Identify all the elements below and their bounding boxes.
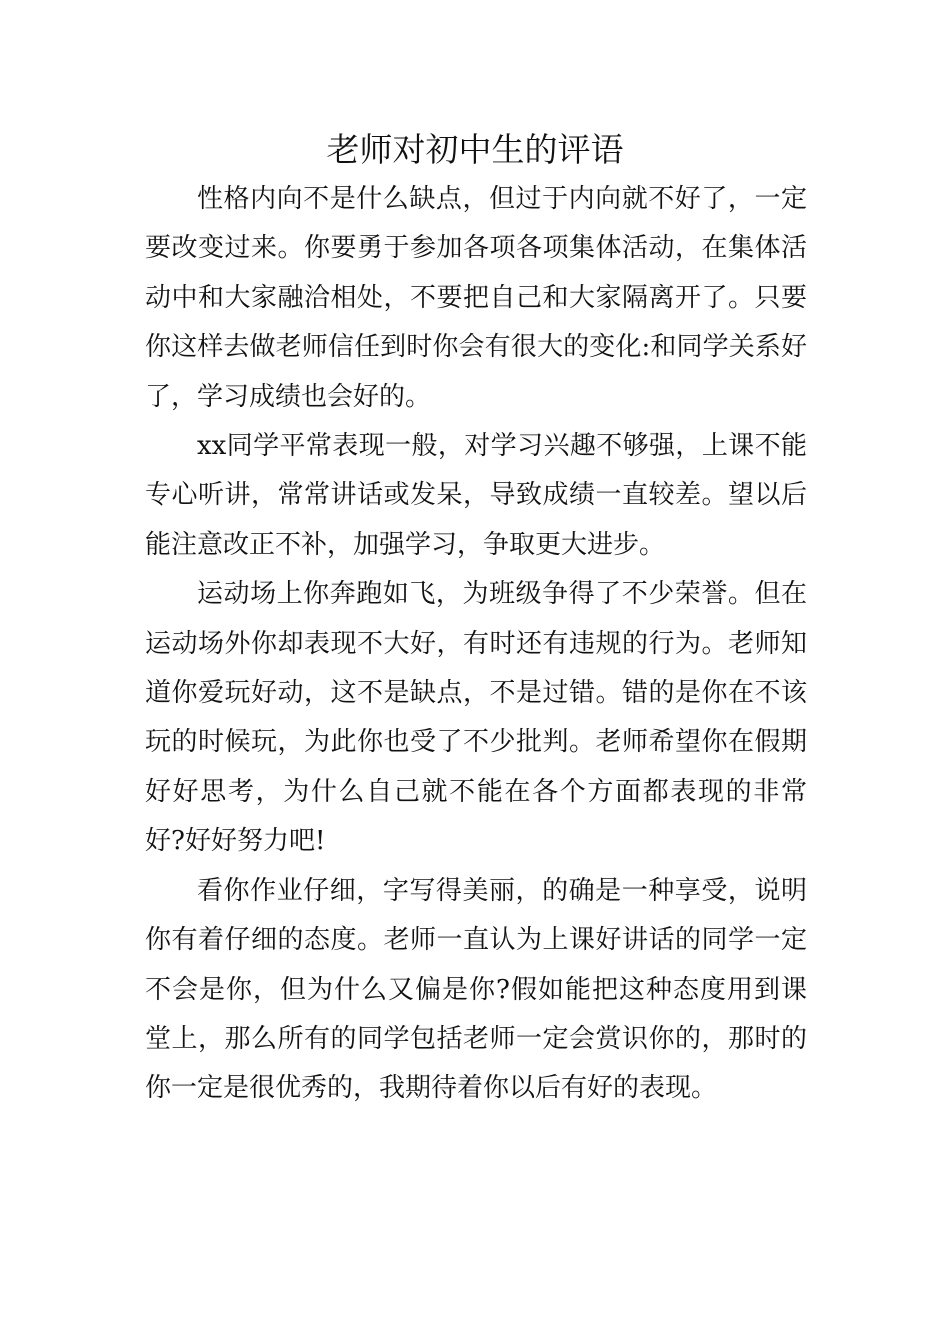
paragraph-2: xx同学平常表现一般，对学习兴趣不够强，上课不能专心听讲，常常讲话或发呆，导致成绩一直较差。望以后能注意改正不补，加强学习，争取更大进步。	[145, 431, 807, 560]
paragraph-4: 看你作业仔细，字写得美丽，的确是一种享受，说明你有着仔细的态度。老师一直认为上课好讲话的同学一定不会是你，但为什么又偏是你?假如能把这种态度用到课堂上，那么所有的同学包括老师一定会赏识你的，那时的你一定是很优秀的，我期待着你以后有好的表现。	[145, 875, 807, 1104]
document-title: 老师对初中生的评语	[326, 130, 624, 169]
paragraph-1: 性格内向不是什么缺点，但过于内向就不好了，一定要改变过来。你要勇于参加各项各项集体活动，在集体活动中和大家融洽相处，不要把自己和大家隔离开了。只要你这样去做老师信任到时你会有很大的变化:和同学关系好了，学习成绩也会好的。	[145, 184, 807, 412]
paragraph-3: 运动场上你奔跑如飞，为班级争得了不少荣誉。但在运动场外你却表现不大好，有时还有违规的行为。老师知道你爱玩好动，这不是缺点，不是过错。错的是你在不该玩的时候玩，为此你也受了不少批判。老师希望你在假期好好思考，为什么自己就不能在各个方面都表现的非常好?好好努力吧!	[145, 579, 807, 857]
document-body	[145, 175, 807, 1114]
